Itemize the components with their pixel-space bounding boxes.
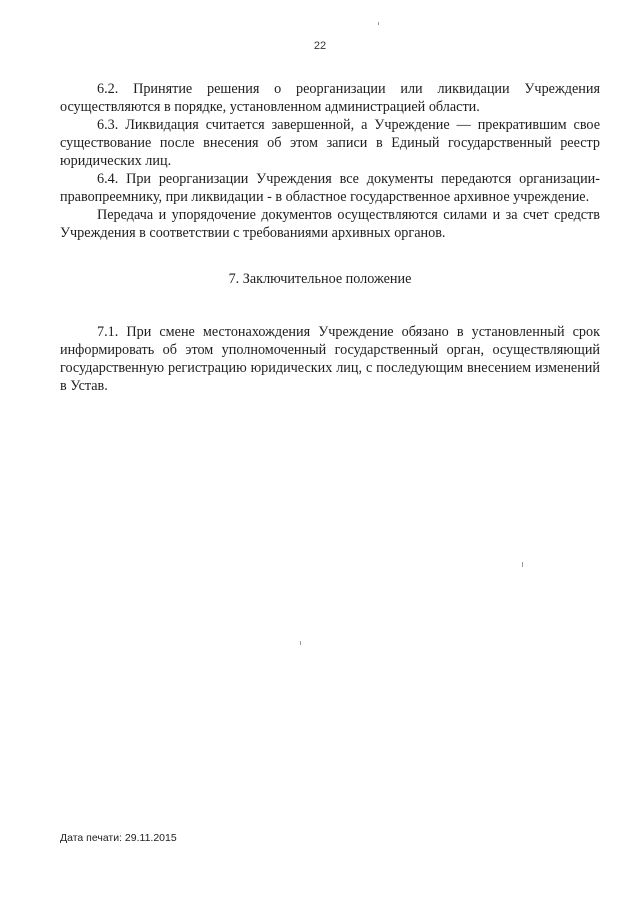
paragraph-6-2: 6.2. Принятие решения о реорганизации или ликвидации Учреждения осуществляются в порядке, установленном администрацией области.	[60, 81, 600, 115]
scan-speck	[300, 641, 301, 645]
section-7-heading: 7. Заключительное положение	[228, 271, 412, 287]
paragraph-7-1: 7.1. При смене местонахождения Учреждение обязано в установленный срок информировать об этом уполномоченный государственный орган, осуществляющий государственную регистрацию юридических лиц, с последующим внесением изменений в Устав.	[60, 324, 600, 394]
paragraph-transfer: Передача и упорядочение документов осуществляются силами и за счет средств Учреждения в соответствии с требованиями архивных органов.	[60, 207, 600, 241]
scan-speck	[522, 562, 523, 567]
paragraph-6-3: 6.3. Ликвидация считается завершенной, а Учреждение — прекратившим свое существование после внесения об этом записи в Единый государственный реестр юридических лиц.	[60, 117, 600, 169]
section-6-text	[60, 80, 600, 242]
scan-speck	[378, 22, 379, 25]
print-date: Дата печати: 29.11.2015	[60, 832, 177, 844]
section-7-text	[60, 323, 600, 395]
page-number: 22	[313, 40, 327, 52]
paragraph-6-4: 6.4. При реорганизации Учреждения все документы передаются организации-правопреемнику, при ликвидации - в областное государственное архивное учреждение.	[60, 171, 600, 205]
